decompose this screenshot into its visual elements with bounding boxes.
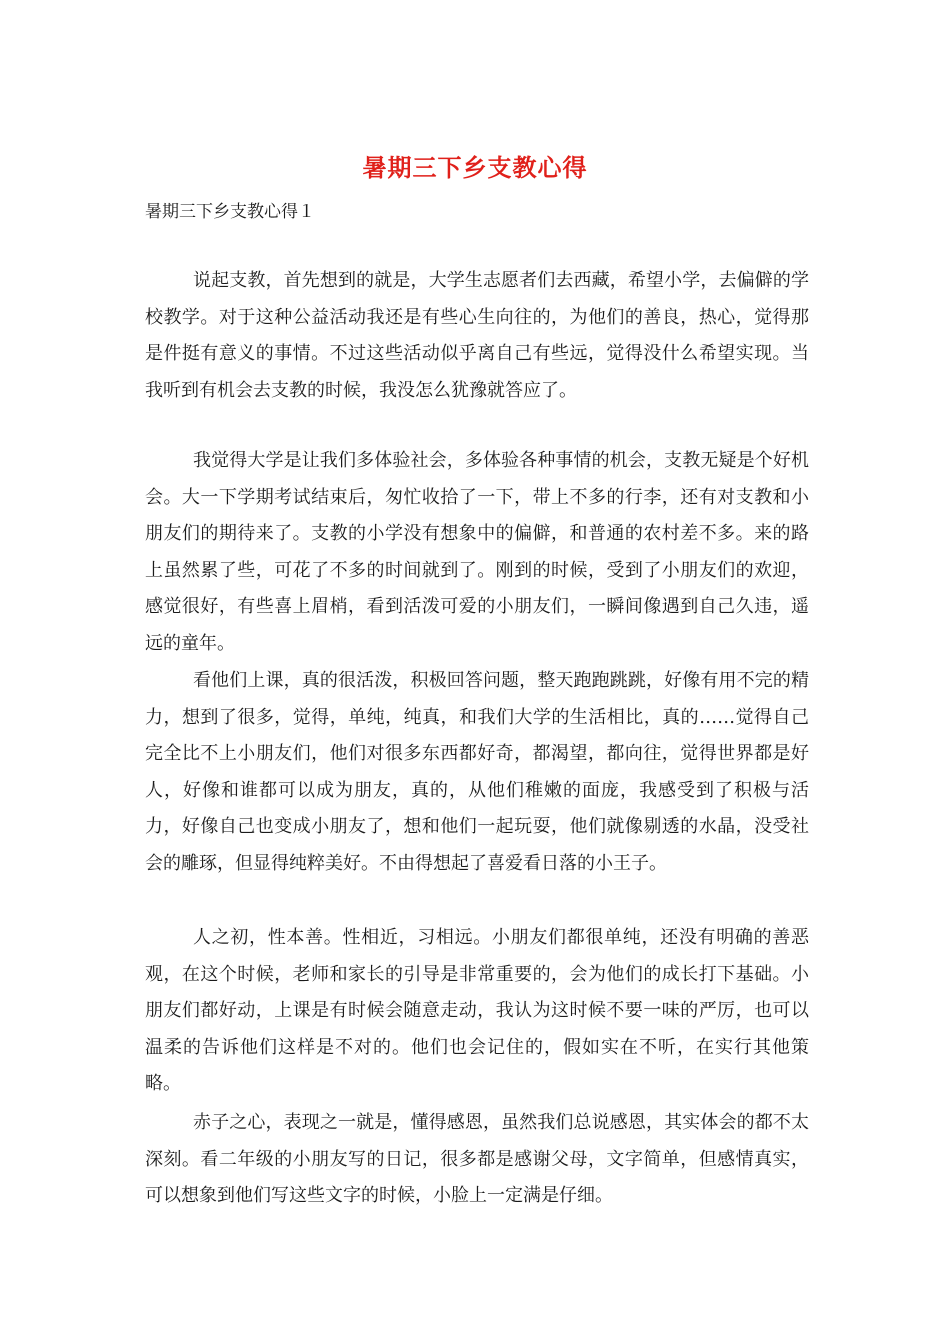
document-subtitle: 暑期三下乡支教心得１ <box>145 202 315 222</box>
paragraph-4: 人之初，性本善。性相近，习相远。小朋友们都很单纯，还没有明确的善恶观，在这个时候，老师和家长的引导是非常重要的，会为他们的成长打下基础。小朋友们都好动，上课是有时候会随意走动，我认为这时候不要一味的严厉，也可以温柔的告诉他们这样是不对的。他们也会记住的，假如实在不听，在实行其他策略。 <box>145 927 809 1094</box>
paragraph-3: 看他们上课，真的很活泼，积极回答问题，整天跑跑跳跳，好像有用不完的精力，想到了很多，觉得，单纯，纯真，和我们大学的生活相比，真的……觉得自己完全比不上小朋友们，他们对很多东西都好奇，都渴望，都向往，觉得世界都是好人，好像和谁都可以成为朋友，真的，从他们稚嫩的面庞，我感受到了积极与活力，好像自己也变成小朋友了，想和他们一起玩耍，他们就像剔透的水晶，没受社会的雕琢，但显得纯粹美好。不由得想起了喜爱看日落的小王子。 <box>145 670 809 874</box>
paragraph-1: 说起支教，首先想到的就是，大学生志愿者们去西藏，希望小学，去偏僻的学校教学。对于这种公益活动我还是有些心生向往的，为他们的善良，热心，觉得那是件挺有意义的事情。不过这些活动似乎离自己有些远，觉得没什么希望实现。当我听到有机会去支教的时候，我没怎么犹豫就答应了。 <box>145 270 809 401</box>
paragraph-5: 赤子之心，表现之一就是，懂得感恩，虽然我们总说感恩，其实体会的都不太深刻。看二年级的小朋友写的日记，很多都是感谢父母，文字简单，但感情真实，可以想象到他们写这些文字的时候，小脸上一定满是仔细。 <box>145 1112 809 1206</box>
document-title: 暑期三下乡支教心得 <box>362 153 588 182</box>
paragraph-2: 我觉得大学是让我们多体验社会，多体验各种事情的机会，支教无疑是个好机会。大一下学期考试结束后，匆忙收拾了一下，带上不多的行李，还有对支教和小朋友们的期待来了。支教的小学没有想象中的偏僻，和普通的农村差不多。来的路上虽然累了些，可花了不多的时间就到了。刚到的时候，受到了小朋友们的欢迎，感觉很好，有些喜上眉梢，看到活泼可爱的小朋友们，一瞬间像遇到自己久违，遥远的童年。 <box>145 450 809 654</box>
